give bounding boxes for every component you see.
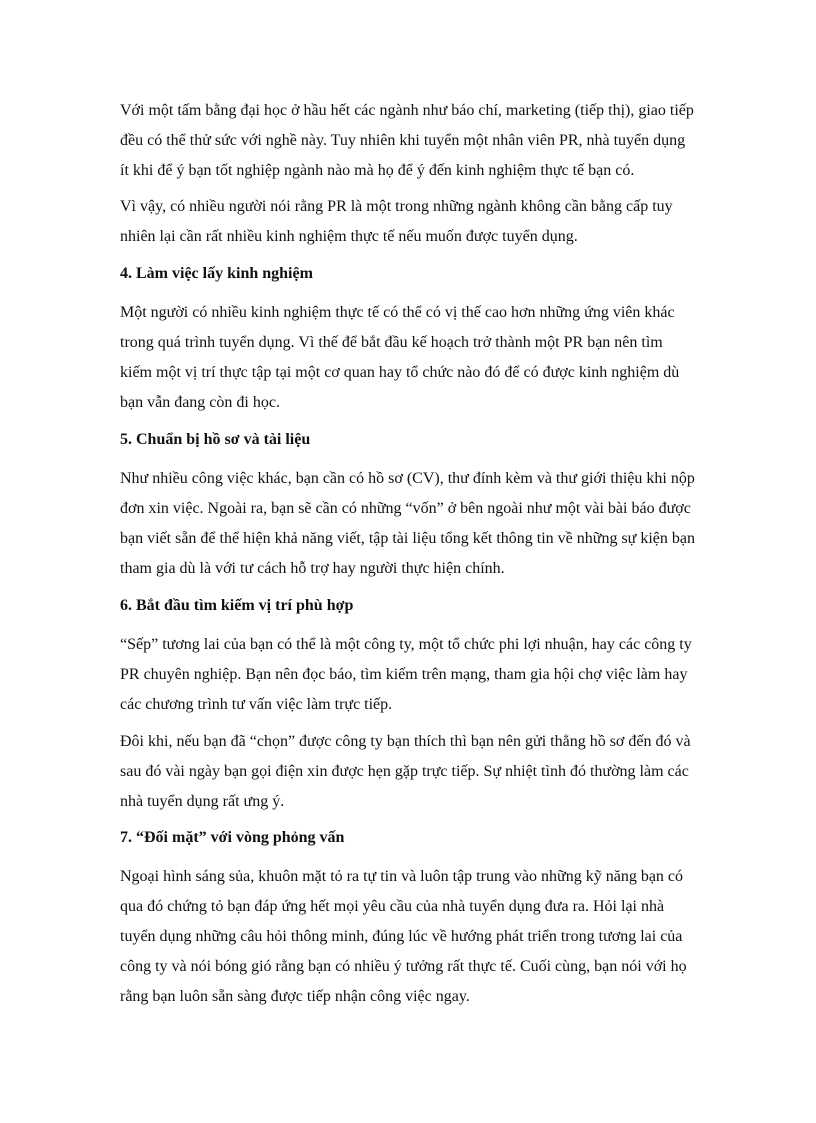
paragraph-line: trong quá trình tuyển dụng. Vì thế để bắt đầu kế hoạch trở thành một PR bạn nên tìm: [120, 334, 663, 351]
paragraph-line: đơn xin việc. Ngoài ra, bạn sẽ cần có những “vốn” ở bên ngoài như một vài bài báo được: [120, 500, 691, 517]
paragraph-line: Ngoại hình sáng sủa, khuôn mặt tỏ ra tự tin và luôn tập trung vào những kỹ năng bạn có: [120, 868, 684, 885]
paragraph-line: Vì vậy, có nhiều người nói rằng PR là một trong những ngành không cần bằng cấp tuy: [120, 198, 673, 215]
section-heading: 6. Bắt đầu tìm kiếm vị trí phù hợp: [120, 597, 354, 614]
paragraph-line: PR chuyên nghiệp. Bạn nên đọc báo, tìm kiếm trên mạng, tham gia hội chợ việc làm hay: [120, 666, 688, 683]
paragraph-line: sau đó vài ngày bạn gọi điện xin được hẹn gặp trực tiếp. Sự nhiệt tình đó thường làm các: [120, 763, 689, 780]
paragraph-line: nhà tuyển dụng rất ưng ý.: [120, 793, 285, 810]
section-heading: 5. Chuẩn bị hồ sơ và tài liệu: [120, 431, 311, 448]
paragraph-line: bạn vẫn đang còn đi học.: [120, 394, 280, 411]
paragraph-line: Như nhiều công việc khác, bạn cần có hồ sơ (CV), thư đính kèm và thư giới thiệu khi nộp: [120, 470, 695, 487]
paragraph-line: nhiên lại cần rất nhiều kinh nghiệm thực tế nếu muốn được tuyển dụng.: [120, 228, 578, 245]
section-heading: 4. Làm việc lấy kinh nghiệm: [120, 265, 313, 282]
paragraph-line: kiếm một vị trí thực tập tại một cơ quan hay tổ chức nào đó để có được kinh nghiệm dù: [120, 364, 680, 381]
paragraph-line: rằng bạn luôn sẵn sàng được tiếp nhận công việc ngay.: [120, 988, 470, 1005]
section-heading: 7. “Đối mặt” với vòng phỏng vấn: [120, 829, 345, 846]
paragraph-line: đều có thể thử sức với nghề này. Tuy nhiên khi tuyển một nhân viên PR, nhà tuyển dụng: [120, 132, 686, 149]
paragraph-line: Với một tấm bằng đại học ở hầu hết các ngành như báo chí, marketing (tiếp thị), giao tiếp: [120, 102, 694, 119]
paragraph-line: “Sếp” tương lai của bạn có thể là một công ty, một tổ chức phi lợi nhuận, hay các công ty: [120, 636, 692, 653]
paragraph-line: bạn viết sẵn để thể hiện khả năng viết, tập tài liệu tổng kết thông tin về những sự kiện bạn: [120, 530, 695, 547]
paragraph-line: Một người có nhiều kinh nghiệm thực tế có thể có vị thế cao hơn những ứng viên khác: [120, 304, 675, 321]
paragraph-line: tuyển dụng những câu hỏi thông minh, đúng lúc về hướng phát triển trong tương lai của: [120, 928, 683, 945]
paragraph-line: các chương trình tư vấn việc làm trực tiếp.: [120, 696, 393, 713]
paragraph-line: Đôi khi, nếu bạn đã “chọn” được công ty bạn thích thì bạn nên gửi thẳng hồ sơ đến đó và: [120, 733, 691, 750]
paragraph-line: ít khi để ý bạn tốt nghiệp ngành nào mà họ để ý đến kinh nghiệm thực tế bạn có.: [120, 162, 635, 179]
paragraph-line: qua đó chứng tỏ bạn đáp ứng hết mọi yêu cầu của nhà tuyển dụng đưa ra. Hỏi lại nhà: [120, 898, 665, 915]
paragraph-line: công ty và nói bóng gió rằng bạn có nhiều ý tưởng rất thực tế. Cuối cùng, bạn nói với họ: [120, 958, 687, 975]
paragraph-line: tham gia dù là với tư cách hỗ trợ hay người thực hiện chính.: [120, 560, 505, 577]
